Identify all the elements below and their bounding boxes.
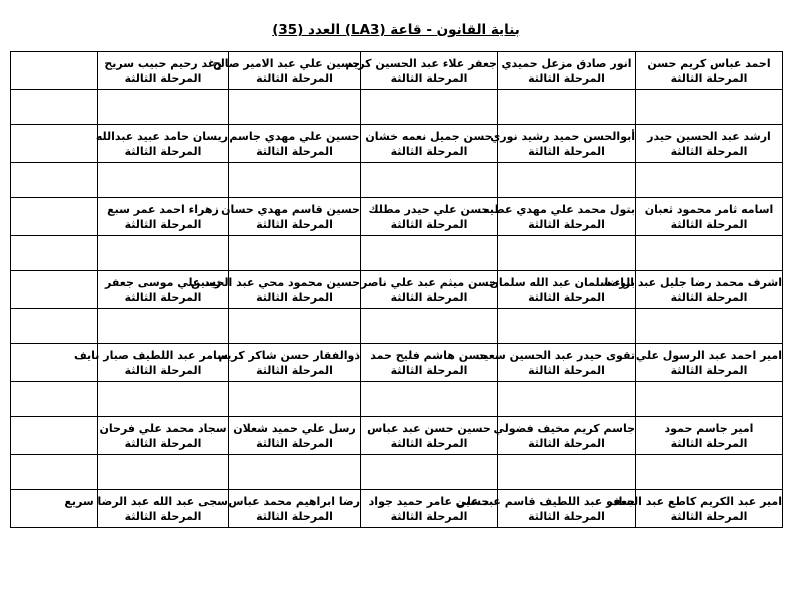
student-cell (636, 125, 783, 163)
student-name: رضا ابراهيم محمد عباس (228, 494, 360, 508)
student-cell (98, 52, 229, 90)
empty-cell (229, 382, 361, 417)
spacer-row (11, 382, 783, 417)
student-cell (636, 198, 783, 236)
student-name: حسن علي حيدر مطلك (368, 202, 490, 216)
empty-cell (229, 236, 361, 271)
student-name: زهراء احمد عمر سبع (107, 202, 219, 216)
empty-cell (636, 163, 783, 198)
student-row (11, 198, 783, 236)
student-cell (490, 125, 636, 163)
empty-cell (11, 382, 98, 417)
stage-label: المرحلة الثالثة (124, 71, 202, 85)
empty-cell (361, 309, 498, 344)
empty-cell (498, 236, 636, 271)
student-name: زيد علي موسى جعفر (105, 275, 221, 289)
spacer-row (11, 455, 783, 490)
student-row (11, 271, 783, 309)
student-cell (498, 52, 636, 90)
empty-cell (498, 309, 636, 344)
spacer-row (11, 236, 783, 271)
student-cell (636, 344, 783, 382)
student-cell (361, 125, 498, 163)
empty-cell (361, 455, 498, 490)
student-name: براء سلمان عبد الله سلمان (489, 275, 635, 289)
student-cell (221, 198, 361, 236)
empty-cell (98, 163, 229, 198)
student-name: سجاد محمد علي فرحان (99, 421, 227, 435)
seating-table (10, 51, 783, 528)
student-row (11, 417, 783, 455)
student-cell (483, 198, 636, 236)
empty-cell (229, 163, 361, 198)
empty-cell (229, 309, 361, 344)
stage-label: المرحلة الثالثة (124, 436, 202, 450)
empty-cell (98, 309, 229, 344)
empty-cell (11, 309, 98, 344)
student-name: ريسان حامد عبيد عبدالله (95, 129, 228, 143)
student-name: رسل علي حميد شعلان (233, 421, 356, 435)
empty-cell (11, 198, 98, 236)
student-name: جاسم كريم مخيف فضولي (493, 421, 635, 435)
empty-cell (636, 455, 783, 490)
student-cell (345, 52, 498, 90)
student-name: حسين قاسم مهدي حسان (221, 202, 360, 216)
student-row (11, 344, 783, 382)
student-name: جعفر علاء عبد الحسين كريم (345, 56, 497, 70)
stage-label: المرحلة الثالثة (256, 217, 333, 231)
student-cell (489, 271, 636, 309)
student-cell (493, 417, 636, 455)
stage-label: المرحلة الثالثة (256, 71, 333, 85)
empty-cell (11, 271, 98, 309)
stage-label: المرحلة الثالثة (528, 217, 605, 231)
empty-cell (636, 90, 783, 125)
stage-label: المرحلة الثالثة (528, 144, 605, 158)
student-row (11, 125, 783, 163)
student-cell (606, 490, 783, 528)
spacer-row (11, 163, 783, 198)
stage-label: المرحلة الثالثة (670, 290, 748, 304)
student-cell (98, 198, 229, 236)
empty-cell (98, 382, 229, 417)
empty-cell (11, 163, 98, 198)
empty-cell (98, 90, 229, 125)
stage-label: المرحلة الثالثة (670, 144, 748, 158)
student-name: حسن جميل نعمه خشان (365, 129, 493, 143)
student-name: حسين علي مهدي جاسم (229, 129, 360, 143)
student-name: بتول محمد علي مهدي عطيه (483, 202, 635, 216)
student-cell (190, 271, 361, 309)
stage-label: المرحلة الثالثة (124, 144, 202, 158)
stage-label: المرحلة الثالثة (256, 363, 333, 377)
student-cell (361, 344, 498, 382)
stage-label: المرحلة الثالثة (390, 144, 468, 158)
stage-label: المرحلة الثالثة (528, 363, 605, 377)
student-row (11, 490, 783, 528)
student-cell (73, 344, 229, 382)
stage-label: المرحلة الثالثة (670, 363, 748, 377)
student-name: أبوالحسن حميد رشيد نوري (490, 129, 635, 143)
student-cell (636, 417, 783, 455)
empty-cell (361, 163, 498, 198)
student-cell (361, 198, 498, 236)
student-name: اشرف محمد رضا جليل عبد الرضا (604, 275, 782, 289)
student-cell (361, 490, 498, 528)
empty-cell (11, 125, 98, 163)
student-cell (361, 417, 498, 455)
empty-cell (11, 90, 98, 125)
student-name: سجى عبد الله عبد الرضا سريع (64, 494, 228, 508)
spacer-row (11, 309, 783, 344)
student-name: اسامه ثامر محمود ثعبان (644, 202, 774, 216)
stage-label: المرحلة الثالثة (256, 290, 333, 304)
student-cell (229, 490, 361, 528)
stage-label: المرحلة الثالثة (124, 290, 202, 304)
student-cell (98, 271, 229, 309)
student-cell (98, 417, 229, 455)
page-title: بناية القانون - قاعة (LA3) العدد (35) (272, 22, 520, 38)
stage-label: المرحلة الثالثة (670, 509, 748, 523)
empty-cell (498, 90, 636, 125)
student-name: احمد عباس كريم حسن (647, 56, 771, 70)
student-cell (636, 52, 783, 90)
empty-cell (361, 90, 498, 125)
stage-label: المرحلة الثالثة (256, 436, 333, 450)
stage-label: المرحلة الثالثة (528, 509, 605, 523)
student-name: امير احمد عبد الرسول علي (635, 348, 782, 362)
empty-cell (636, 236, 783, 271)
stage-label: المرحلة الثالثة (124, 509, 202, 523)
empty-cell (11, 455, 98, 490)
student-name: حسين عامر حميد جواد (368, 494, 490, 508)
empty-cell (498, 382, 636, 417)
student-name: ارشد عبد الحسين حيدر (647, 129, 771, 143)
empty-cell (229, 90, 361, 125)
student-name: حسين محمود محي عبد الحسين (190, 275, 360, 289)
stage-label: المرحلة الثالثة (390, 217, 468, 231)
stage-label: المرحلة الثالثة (124, 217, 202, 231)
stage-label: المرحلة الثالثة (528, 436, 605, 450)
student-row (11, 52, 783, 90)
student-cell (455, 490, 636, 528)
student-name: رغد رحيم حبيب سريح (104, 56, 222, 70)
empty-cell (498, 455, 636, 490)
student-cell (212, 52, 361, 90)
student-name: امير عبد الكريم كاطع عبد الساده (606, 494, 782, 508)
stage-label: المرحلة الثالثة (670, 71, 748, 85)
student-name: حسن هاشم فليح حمد (370, 348, 488, 362)
stage-label: المرحلة الثالثة (256, 509, 333, 523)
stage-label: المرحلة الثالثة (670, 217, 748, 231)
student-name: سامر عبد اللطيف صبار نايف (73, 348, 228, 362)
stage-label: المرحلة الثالثة (528, 290, 605, 304)
student-cell (229, 417, 361, 455)
spacer-row (11, 90, 783, 125)
student-cell (229, 125, 361, 163)
empty-cell (636, 382, 783, 417)
stage-label: المرحلة الثالثة (124, 363, 202, 377)
stage-label: المرحلة الثالثة (390, 509, 468, 523)
student-cell (361, 271, 498, 309)
stage-label: المرحلة الثالثة (390, 436, 468, 450)
empty-cell (229, 455, 361, 490)
stage-label: المرحلة الثالثة (528, 71, 605, 85)
empty-cell (11, 236, 98, 271)
student-name: حسن ميثم عبد علي ناصر (361, 275, 497, 289)
stage-label: المرحلة الثالثة (390, 71, 468, 85)
empty-cell (98, 236, 229, 271)
student-name: حسين حسن عبد عباس (367, 421, 491, 435)
student-name: حسين علي عبد الامير صالح (212, 56, 360, 70)
stage-label: المرحلة الثالثة (390, 363, 468, 377)
empty-cell (11, 52, 98, 90)
student-name: انور صادق مزعل حميدي (501, 56, 632, 70)
empty-cell (361, 236, 498, 271)
student-cell (95, 125, 229, 163)
empty-cell (98, 455, 229, 490)
student-name: امير جاسم حمود (664, 421, 754, 435)
student-cell (477, 344, 636, 382)
student-name: تقوى حيدر عبد الحسين سعيد (477, 348, 635, 362)
student-cell (64, 490, 229, 528)
student-name: ذوالفقار حسن شاكر كريم (218, 348, 360, 362)
student-cell (604, 271, 783, 309)
student-name: جعفر عبد اللطيف قاسم عبد علي (455, 494, 635, 508)
stage-label: المرحلة الثالثة (256, 144, 333, 158)
empty-cell (11, 417, 98, 455)
empty-cell (498, 163, 636, 198)
empty-cell (636, 309, 783, 344)
empty-cell (361, 382, 498, 417)
stage-label: المرحلة الثالثة (670, 436, 748, 450)
stage-label: المرحلة الثالثة (390, 290, 468, 304)
student-cell (218, 344, 361, 382)
